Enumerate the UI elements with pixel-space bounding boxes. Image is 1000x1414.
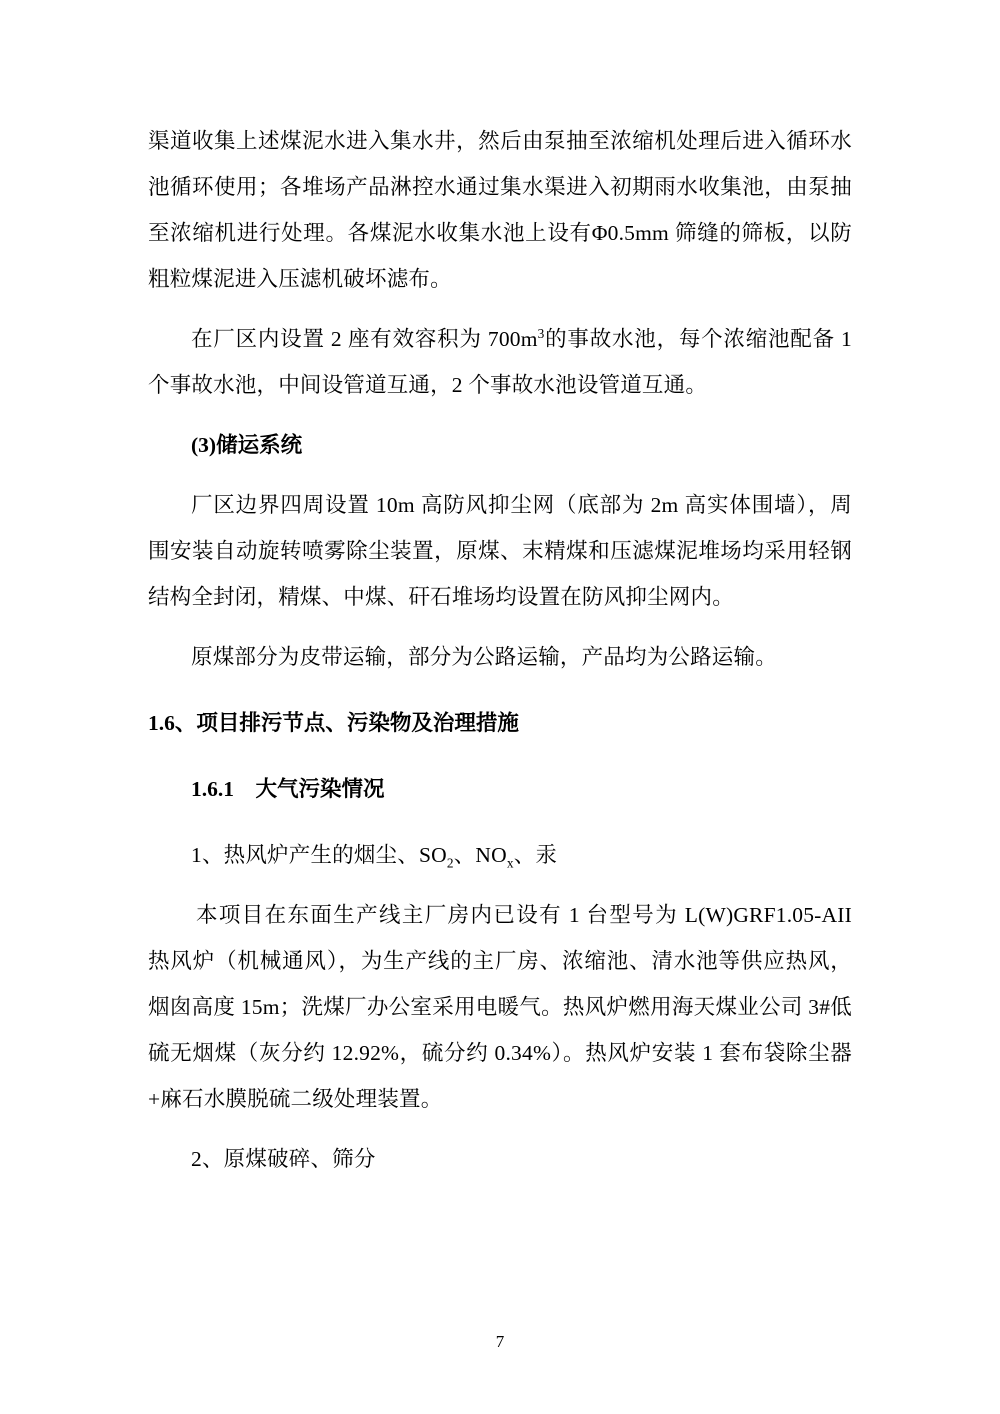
- subscript-nox: x: [506, 855, 514, 871]
- paragraph-transport-mode: 原煤部分为皮带运输，部分为公路运输，产品均为公路运输。: [191, 645, 777, 669]
- item-1-part1: 1、热风炉产生的烟尘、SO: [191, 843, 447, 867]
- spacer: [148, 746, 852, 766]
- heading-item-1-hot-blast: [148, 832, 852, 878]
- heading-section-1-6-1: 1.6.1 大气污染情况: [191, 777, 385, 801]
- heading-storage-transport: (3)储运系统: [191, 433, 303, 457]
- spacer: [148, 302, 852, 316]
- spacer: [148, 878, 852, 892]
- spacer: [148, 812, 852, 832]
- paragraph-accident-pool-part1: 在厂区内设置 2 座有效容积为 700m: [191, 327, 538, 351]
- subscript-so2: 2: [446, 855, 454, 871]
- heading-item-2-crushing: 2、原煤破碎、筛分: [191, 1147, 376, 1171]
- item-1-part2: 、NO: [453, 843, 507, 867]
- spacer: [148, 468, 852, 482]
- page-footer: [0, 1332, 1000, 1352]
- paragraph-hot-blast-furnace: 本项目在东面生产线主厂房内已设有 1 台型号为 L(W)GRF1.05-AII 热风炉（机械通风），为生产线的主厂房、浓缩池、清水池等供应热风，烟囱高度 15m；洗煤厂办公室采用电暖气。热风炉燃用海天煤业公司 3#低硫无烟煤（灰分约 12.92%，硫分约 0.34%）。热风炉安装 1 套布袋除尘器+麻石水膜脱硫二级处理装置。: [148, 903, 852, 1111]
- paragraph-windbreak-net: 厂区边界四周设置 10m 高防风抑尘网（底部为 2m 高实体围墙），周围安装自动旋转喷雾除尘装置，原煤、末精煤和压滤煤泥堆场均采用轻钢结构全封闭，精煤、中煤、矸石堆场均设置在防风抑尘网内。: [148, 493, 852, 609]
- spacer: [148, 408, 852, 422]
- heading-section-1-6: 1.6、项目排污节点、污染物及治理措施: [148, 711, 519, 735]
- paragraph-accident-pool: [148, 316, 852, 408]
- spacer: [148, 620, 852, 634]
- paragraph-drainage-collection: 渠道收集上述煤泥水进入集水井，然后由泵抽至浓缩机处理后进入循环水池循环使用；各堆场产品淋控水通过集水渠进入初期雨水收集池，由泵抽至浓缩机进行处理。各煤泥水收集水池上设有Φ0.5mm 筛缝的筛板，以防粗粒煤泥进入压滤机破坏滤布。: [148, 129, 852, 291]
- spacer: [148, 680, 852, 700]
- superscript-cubic: 3: [537, 325, 545, 341]
- paragraph-accident-pool-part2: 的事故水池，每个浓缩池配备 1 个事故水池，中间设管道互通，2 个事故水池设管道互通。: [148, 327, 852, 397]
- page-number: 7: [495, 1332, 505, 1351]
- spacer: [148, 1122, 852, 1136]
- item-1-part3: 、汞: [513, 843, 558, 867]
